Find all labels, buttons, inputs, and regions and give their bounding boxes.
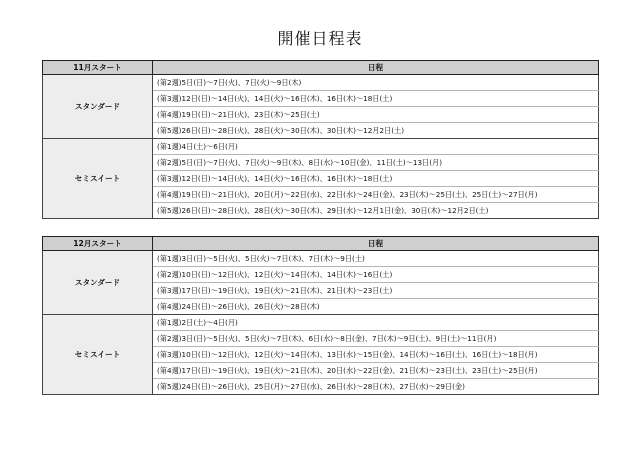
date-range-row: (第4週)19日(日)〜21日(火)、23日(木)〜25日(土) [153, 107, 599, 123]
group-standard [43, 251, 599, 315]
start-month-header: 11月スタート [43, 61, 153, 75]
date-range-row: (第1週)3日(日)〜5日(火)、5日(火)〜7日(木)、7日(木)〜9日(土) [153, 251, 599, 267]
group-standard [43, 75, 599, 139]
date-range-row: (第1週)2日(土)〜4日(月) [153, 315, 599, 331]
schedule-header: 日程 [153, 237, 599, 251]
schedule-table-december [42, 236, 599, 395]
date-range-row: (第4週)17日(日)〜19日(火)、19日(火)〜21日(木)、20日(水)〜22日(金)、21日(木)〜23日(土)、23日(土)〜25日(月) [153, 363, 599, 379]
date-range-row: (第5週)26日(日)〜28日(火)、28日(火)〜30日(木)、30日(木)〜12月2日(土) [153, 123, 599, 139]
room-type-label: スタンダード [43, 251, 153, 315]
group-semi-suite [43, 139, 599, 219]
table-row [43, 75, 599, 91]
room-type-label: セミスイート [43, 139, 153, 219]
date-range-row: (第2週)3日(日)〜5日(火)、5日(火)〜7日(木)、6日(水)〜8日(金)、7日(木)〜9日(土)、9日(土)〜11日(月) [153, 331, 599, 347]
start-month-header: 12月スタート [43, 237, 153, 251]
date-range-row: (第2週)5日(日)〜7日(火)、7日(火)〜9日(木)、8日(水)〜10日(金)、11日(土)〜13日(月) [153, 155, 599, 171]
schedule-header: 日程 [153, 61, 599, 75]
date-range-row: (第4週)19日(日)〜21日(火)、20日(月)〜22日(水)、22日(水)〜24日(金)、23日(木)〜25日(土)、25日(土)〜27日(月) [153, 187, 599, 203]
date-range-row: (第3週)12日(日)〜14日(火)、14日(火)〜16日(木)、16日(木)〜18日(土) [153, 91, 599, 107]
table-row [43, 251, 599, 267]
schedule-table-november [42, 60, 599, 219]
date-range-row: (第5週)24日(日)〜26日(火)、25日(月)〜27日(水)、26日(水)〜28日(木)、27日(水)〜29日(金) [153, 379, 599, 395]
date-range-row: (第1週)4日(土)〜6日(月) [153, 139, 599, 155]
date-range-row: (第3週)17日(日)〜19日(火)、19日(火)〜21日(木)、21日(木)〜23日(土) [153, 283, 599, 299]
table-header-row [43, 237, 599, 251]
date-range-row: (第3週)12日(日)〜14日(火)、14日(火)〜16日(木)、16日(木)〜18日(土) [153, 171, 599, 187]
page-title: 開催日程表 [277, 29, 363, 48]
date-range-row: (第3週)10日(日)〜12日(火)、12日(火)〜14日(木)、13日(水)〜15日(金)、14日(木)〜16日(土)、16日(土)〜18日(月) [153, 347, 599, 363]
table-row [43, 315, 599, 331]
date-range-row: (第2週)5日(日)〜7日(火)、7日(火)〜9日(木) [153, 75, 599, 91]
room-type-label: スタンダード [43, 75, 153, 139]
date-range-row: (第4週)24日(日)〜26日(火)、26日(火)〜28日(木) [153, 299, 599, 315]
room-type-label: セミスイート [43, 315, 153, 395]
date-range-row: (第2週)10日(日)〜12日(火)、12日(火)〜14日(木)、14日(木)〜16日(土) [153, 267, 599, 283]
date-range-row: (第5週)26日(日)〜28日(火)、28日(火)〜30日(木)、29日(水)〜12月1日(金)、30日(木)〜12月2日(土) [153, 203, 599, 219]
table-row [43, 139, 599, 155]
table-header-row [43, 61, 599, 75]
group-semi-suite [43, 315, 599, 395]
